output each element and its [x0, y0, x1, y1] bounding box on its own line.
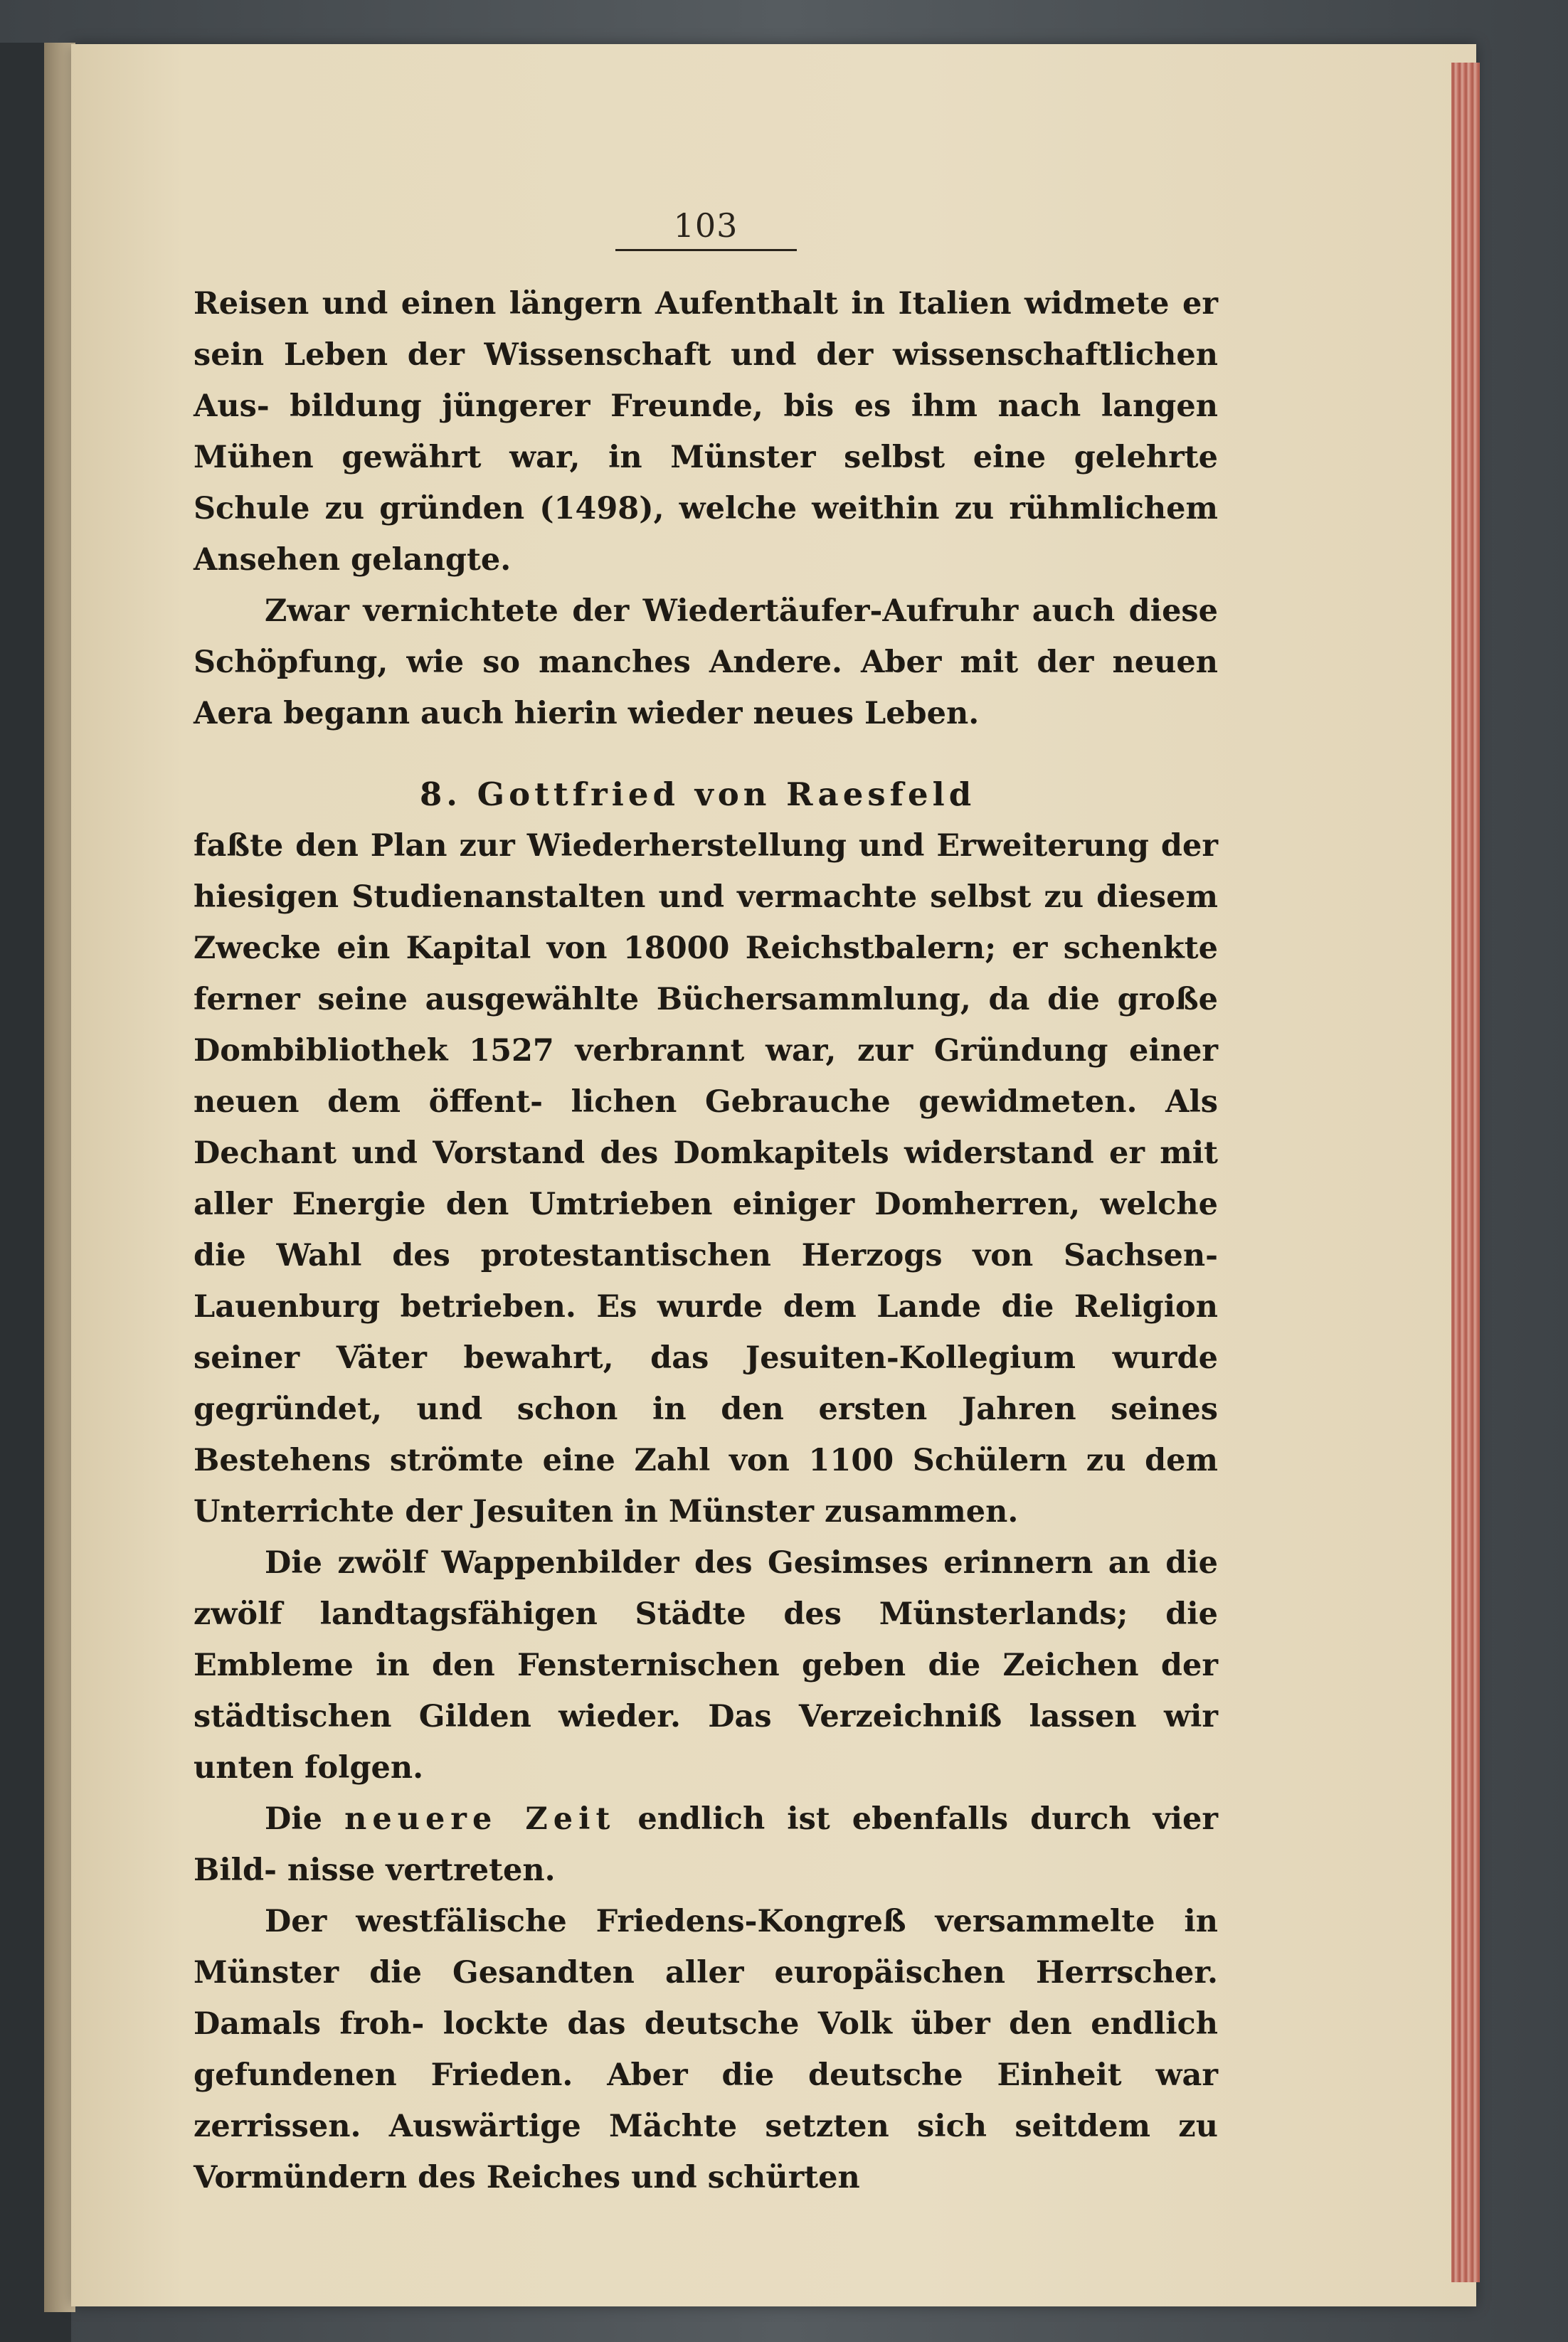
- paragraph-3: faßte den Plan zur Wiederherstellung und Erweiterung der hiesigen Studienanstalten und vermachte selbst zu diesem Zwecke ein Kapital von 18000 Reichstbalern; er schenkte ferner seine ausgewählte Büchersammlung, da die große Dombibliothek 1527 verbrannt war, zur Gründung einer neuen dem öffent- lichen Gebrauche gewidmeten. Als Dechant und Vorstand des Domkapitels widerstand er mit aller Energie den Umtrieben einiger Domherren, welche die Wahl des protestantischen Herzogs von Sachsen-Lauenburg betrieben. Es wurde dem Lande die Religion seiner Väter bewahrt, das Jesuiten-Kollegium wurde gegründet, und schon in den ersten Jahren seines Bestehens strömte eine Zahl von 1100 Schülern zu dem Unterrichte der Jesuiten in Münster zusammen.: [194, 828, 1218, 1530]
- page-number-rule: [615, 249, 797, 251]
- paragraph-6: Der westfälische Friedens-Kongreß versammelte in Münster die Gesandten aller europäischen Herrscher. Damals froh- lockte das deutsche Volk über den endlich gefundenen Frieden. Aber die deutsche Einheit war zerrissen. Auswärtige Mächte setzten sich seitdem zu Vormündern des Reiches und schürten: [194, 1904, 1218, 2195]
- paragraph-5-end: endlich ist ebenfalls durch vier Bild- nisse vertreten.: [194, 1801, 1218, 1888]
- paragraph-5-spaced: neuere Zeit: [344, 1801, 616, 1837]
- paragraph-4: Die zwölf Wappenbilder des Gesimses erinnern an die zwölf landtagsfähigen Städte des Münsterlands; die Embleme in den Fensternischen geben die Zeichen der städtischen Gilden wieder. Das Verzeichniß lassen wir unten folgen.: [194, 1545, 1218, 1786]
- paragraph-1: Reisen und einen längern Aufenthalt in Italien widmete er sein Leben der Wissenschaft und der wissenschaftlichen Aus- bildung jüngerer Freunde, bis es ihm nach langen Mühen gewährt war, in Münster selbst eine gelehrte Schule zu gründen (1498), welche weithin zu rühmlichem Ansehen gelangte.: [194, 286, 1218, 578]
- paragraph-2: Zwar vernichtete der Wiedertäufer-Aufruhr auch diese Schöpfung, wie so manches Andere. Aber mit der neuen Aera begann auch hierin wieder neues Leben.: [194, 593, 1218, 731]
- paragraph-5: [194, 1793, 1218, 1896]
- page-number: 103: [673, 206, 738, 245]
- page-text: [194, 206, 1218, 2203]
- page-edges-red: [1451, 63, 1480, 2282]
- section-heading: 8. Gottfried von Raesfeld: [420, 775, 976, 813]
- paragraph-5-start: Die: [265, 1801, 322, 1837]
